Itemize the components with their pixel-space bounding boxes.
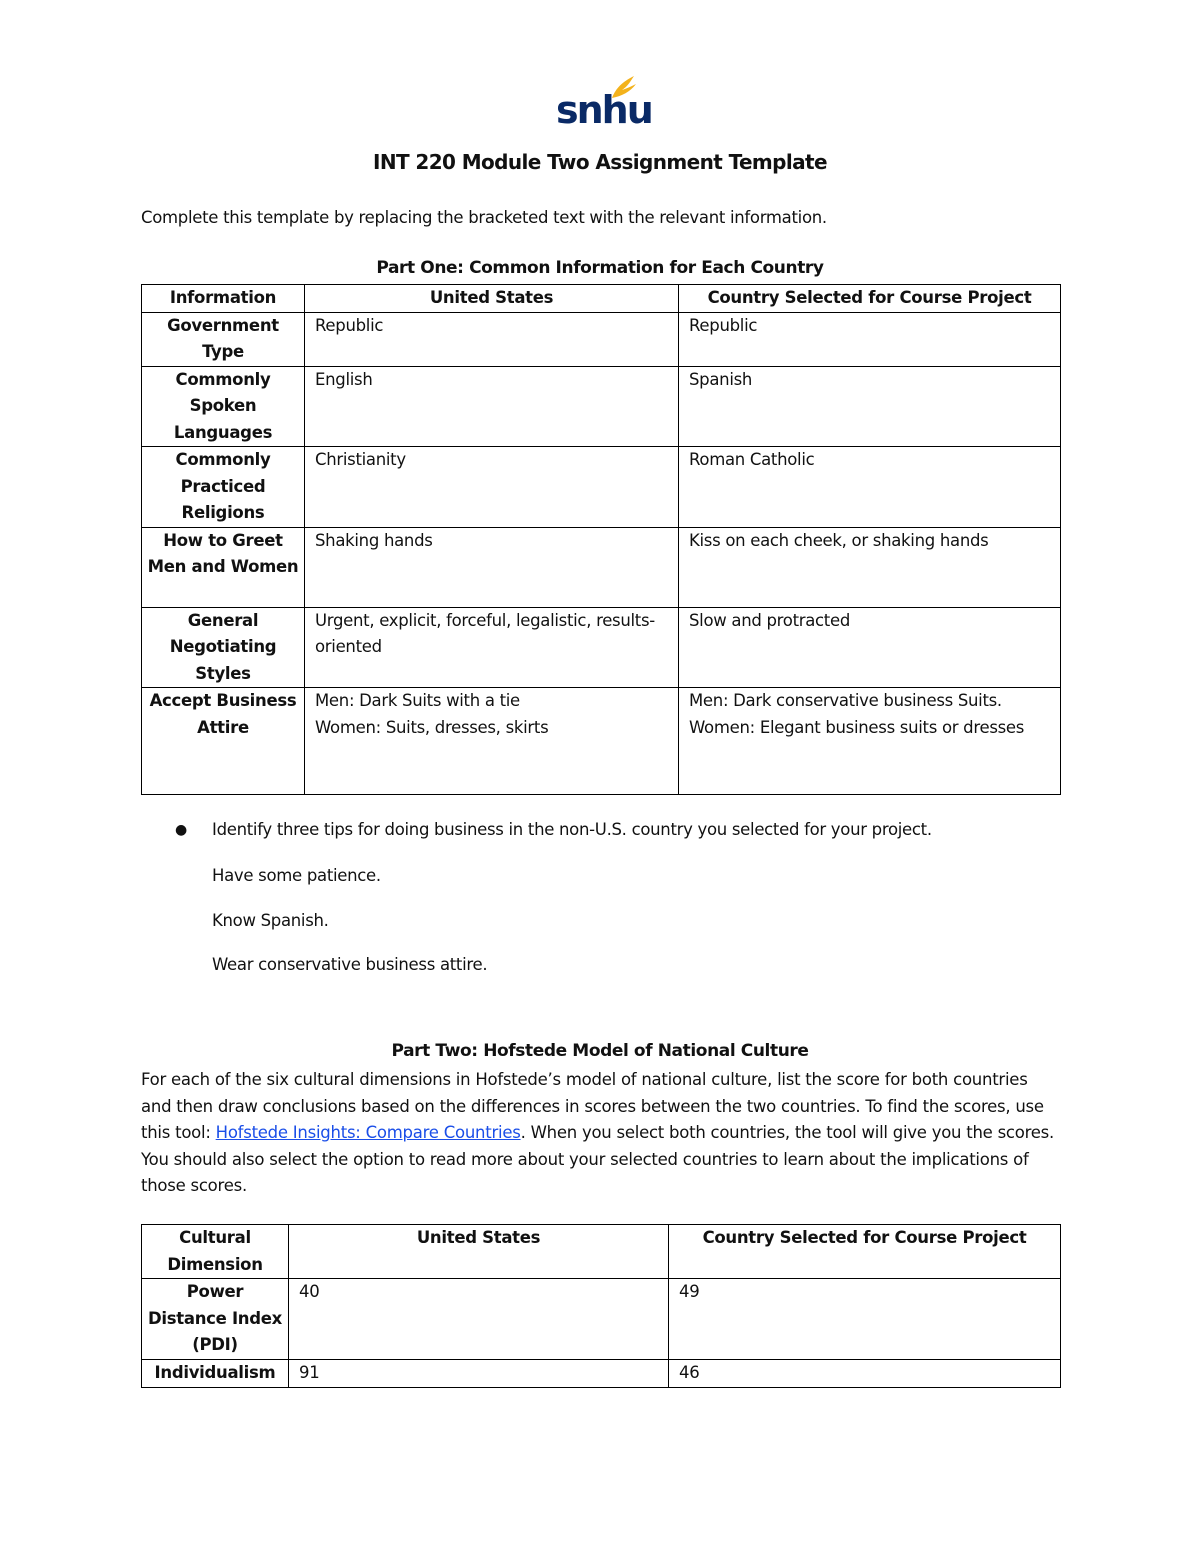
logo-wordmark: snhu [556,88,652,132]
us-cell [305,688,679,795]
country-cell [679,688,1061,795]
country-cell: Slow and protracted [679,607,1061,688]
row-label: Power Distance Index (PDI) [142,1279,289,1360]
us-cell: Urgent, explicit, forceful, legalistic, results-oriented [305,607,679,688]
cell-line: Men: Dark Suits with a tie [315,691,520,710]
tips-prompt: Identify three tips for doing business in the non-U.S. country you selected for your project. [212,820,932,839]
tip-item: Wear conservative business attire. [212,955,488,974]
part-two-instructions [141,1067,1061,1200]
country-cell: Republic [679,312,1061,366]
table-row [142,312,1061,366]
us-score-cell: 91 [289,1360,669,1388]
row-label: How to Greet Men and Women [142,527,305,607]
part-two-title: Part Two: Hofstede Model of National Culture [391,1041,809,1061]
instructions-text: . When you select both countries, the tool will give you the scores. You should also select the option to read more about your selected countries to learn about the implications of those scores. [141,1123,1055,1195]
column-header: Cultural Dimension [142,1225,289,1279]
part-two-table [141,1224,1061,1388]
row-label: Commonly Spoken Languages [142,366,305,447]
bullet-icon: ● [175,822,188,838]
us-cell: Shaking hands [305,527,679,607]
intro-text: Complete this template by replacing the bracketed text with the relevant information. [141,208,827,227]
document-title: INT 220 Module Two Assignment Template [373,150,827,174]
table-header-row [142,285,1061,313]
part-one-title: Part One: Common Information for Each Country [376,258,824,278]
tip-item: Have some patience. [212,866,381,885]
us-cell: Republic [305,312,679,366]
country-cell: Kiss on each cheek, or shaking hands [679,527,1061,607]
table-row [142,1279,1061,1360]
country-score-cell: 46 [669,1360,1061,1388]
table-row [142,607,1061,688]
cell-line: Women: Elegant business suits or dresses [689,717,1025,737]
us-score-cell: 40 [289,1279,669,1360]
hofstede-compare-link[interactable]: Hofstede Insights: Compare Countries [215,1123,521,1142]
column-header: Country Selected for Course Project [669,1225,1061,1279]
country-score-cell: 49 [669,1279,1061,1360]
column-header: United States [305,285,679,313]
column-header: Country Selected for Course Project [679,285,1061,313]
part-one-table [141,284,1061,795]
country-cell: Roman Catholic [679,447,1061,528]
snhu-logo [556,74,652,132]
column-header: Information [142,285,305,313]
table-row [142,527,1061,607]
row-label: Individualism [142,1360,289,1388]
instructions-text: For each of the six cultural dimensions in Hofstede’s model of national culture, list the score for both countries and then draw conclusions based on the differences in scores between the two countries. To find the scores, use this tool: [141,1070,1044,1142]
table-row [142,447,1061,528]
cell-line: Men: Dark conservative business Suits. [689,691,1002,710]
row-label: Commonly Practiced Religions [142,447,305,528]
cell-line: Women: Suits, dresses, skirts [315,717,549,737]
us-cell: English [305,366,679,447]
row-label: Government Type [142,312,305,366]
column-header: United States [289,1225,669,1279]
country-cell: Spanish [679,366,1061,447]
tip-item: Know Spanish. [212,911,329,930]
table-row [142,1360,1061,1388]
table-row [142,366,1061,447]
table-header-row [142,1225,1061,1279]
table-row [142,688,1061,795]
row-label: Accept Business Attire [142,688,305,795]
us-cell: Christianity [305,447,679,528]
row-label: General Negotiating Styles [142,607,305,688]
